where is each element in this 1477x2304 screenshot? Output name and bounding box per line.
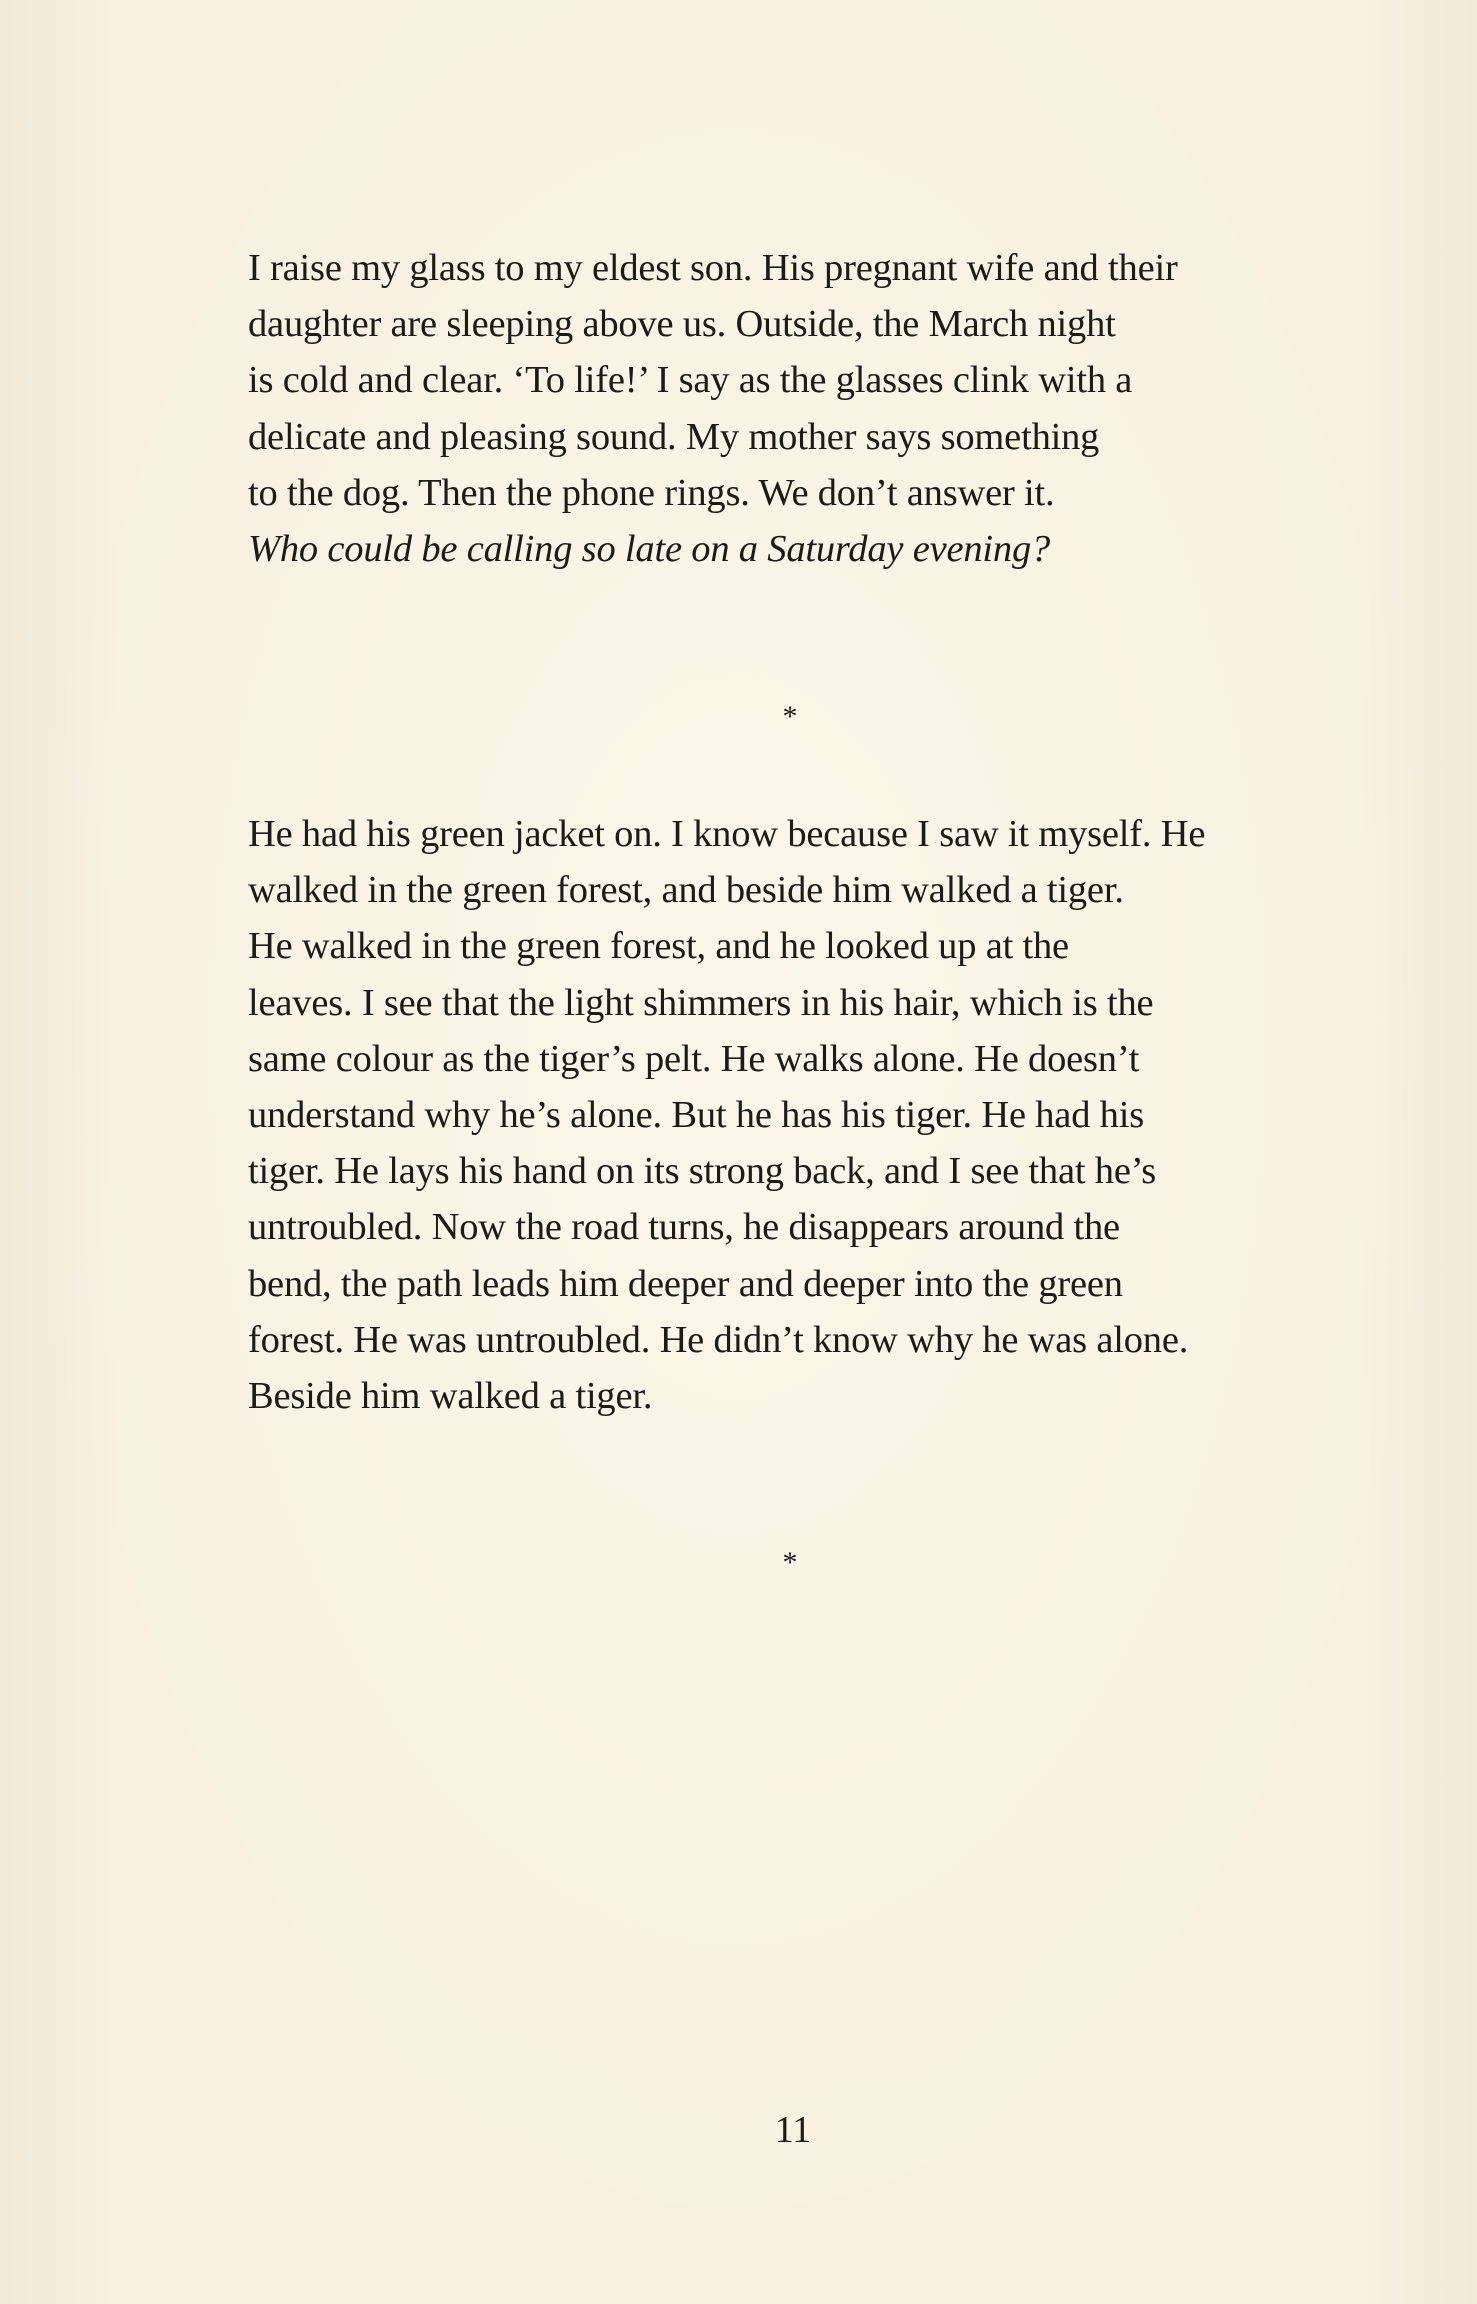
text-line: is cold and clear. ‘To life!’ I say as the glasses clink with a <box>248 359 1133 402</box>
passage-dinner <box>248 240 1358 577</box>
text-line: leaves. I see that the light shimmers in his hair, which is the <box>248 981 1154 1024</box>
text-line: same colour as the tiger’s pelt. He walks alone. He doesn’t <box>248 1037 1140 1080</box>
text-line: daughter are sleeping above us. Outside, the March night <box>248 303 1116 346</box>
text-line: He had his green jacket on. I know because I saw it myself. He <box>248 813 1206 855</box>
text-line: Beside him walked a tiger. <box>248 1375 653 1418</box>
text-line: understand why he’s alone. But he has his tiger. He had his <box>248 1094 1144 1137</box>
page-number: 11 <box>774 2109 812 2151</box>
text-line: walked in the green forest, and beside him walked a tiger. <box>248 869 1124 912</box>
text-line: tiger. He lays his hand on its strong back, and I see that he’s <box>248 1150 1156 1193</box>
text-line: I raise my glass to my eldest son. His pregnant wife and their <box>248 247 1178 289</box>
text-line: He walked in the green forest, and he looked up at the <box>248 925 1069 968</box>
passage-tiger <box>248 806 1358 1424</box>
text-line: untroubled. Now the road turns, he disappears around the <box>248 1206 1120 1249</box>
text-line: bend, the path leads him deeper and deeper into the green <box>248 1262 1123 1305</box>
text-line: forest. He was untroubled. He didn’t know why he was alone. <box>248 1318 1189 1361</box>
italic-question-line: Who could be calling so late on a Saturday evening? <box>248 528 1051 571</box>
section-separator-asterisk: * <box>782 700 798 733</box>
text-line: to the dog. Then the phone rings. We don’t answer it. <box>248 471 1055 514</box>
section-separator-asterisk: * <box>782 1546 798 1579</box>
text-line: delicate and pleasing sound. My mother says something <box>248 415 1100 458</box>
